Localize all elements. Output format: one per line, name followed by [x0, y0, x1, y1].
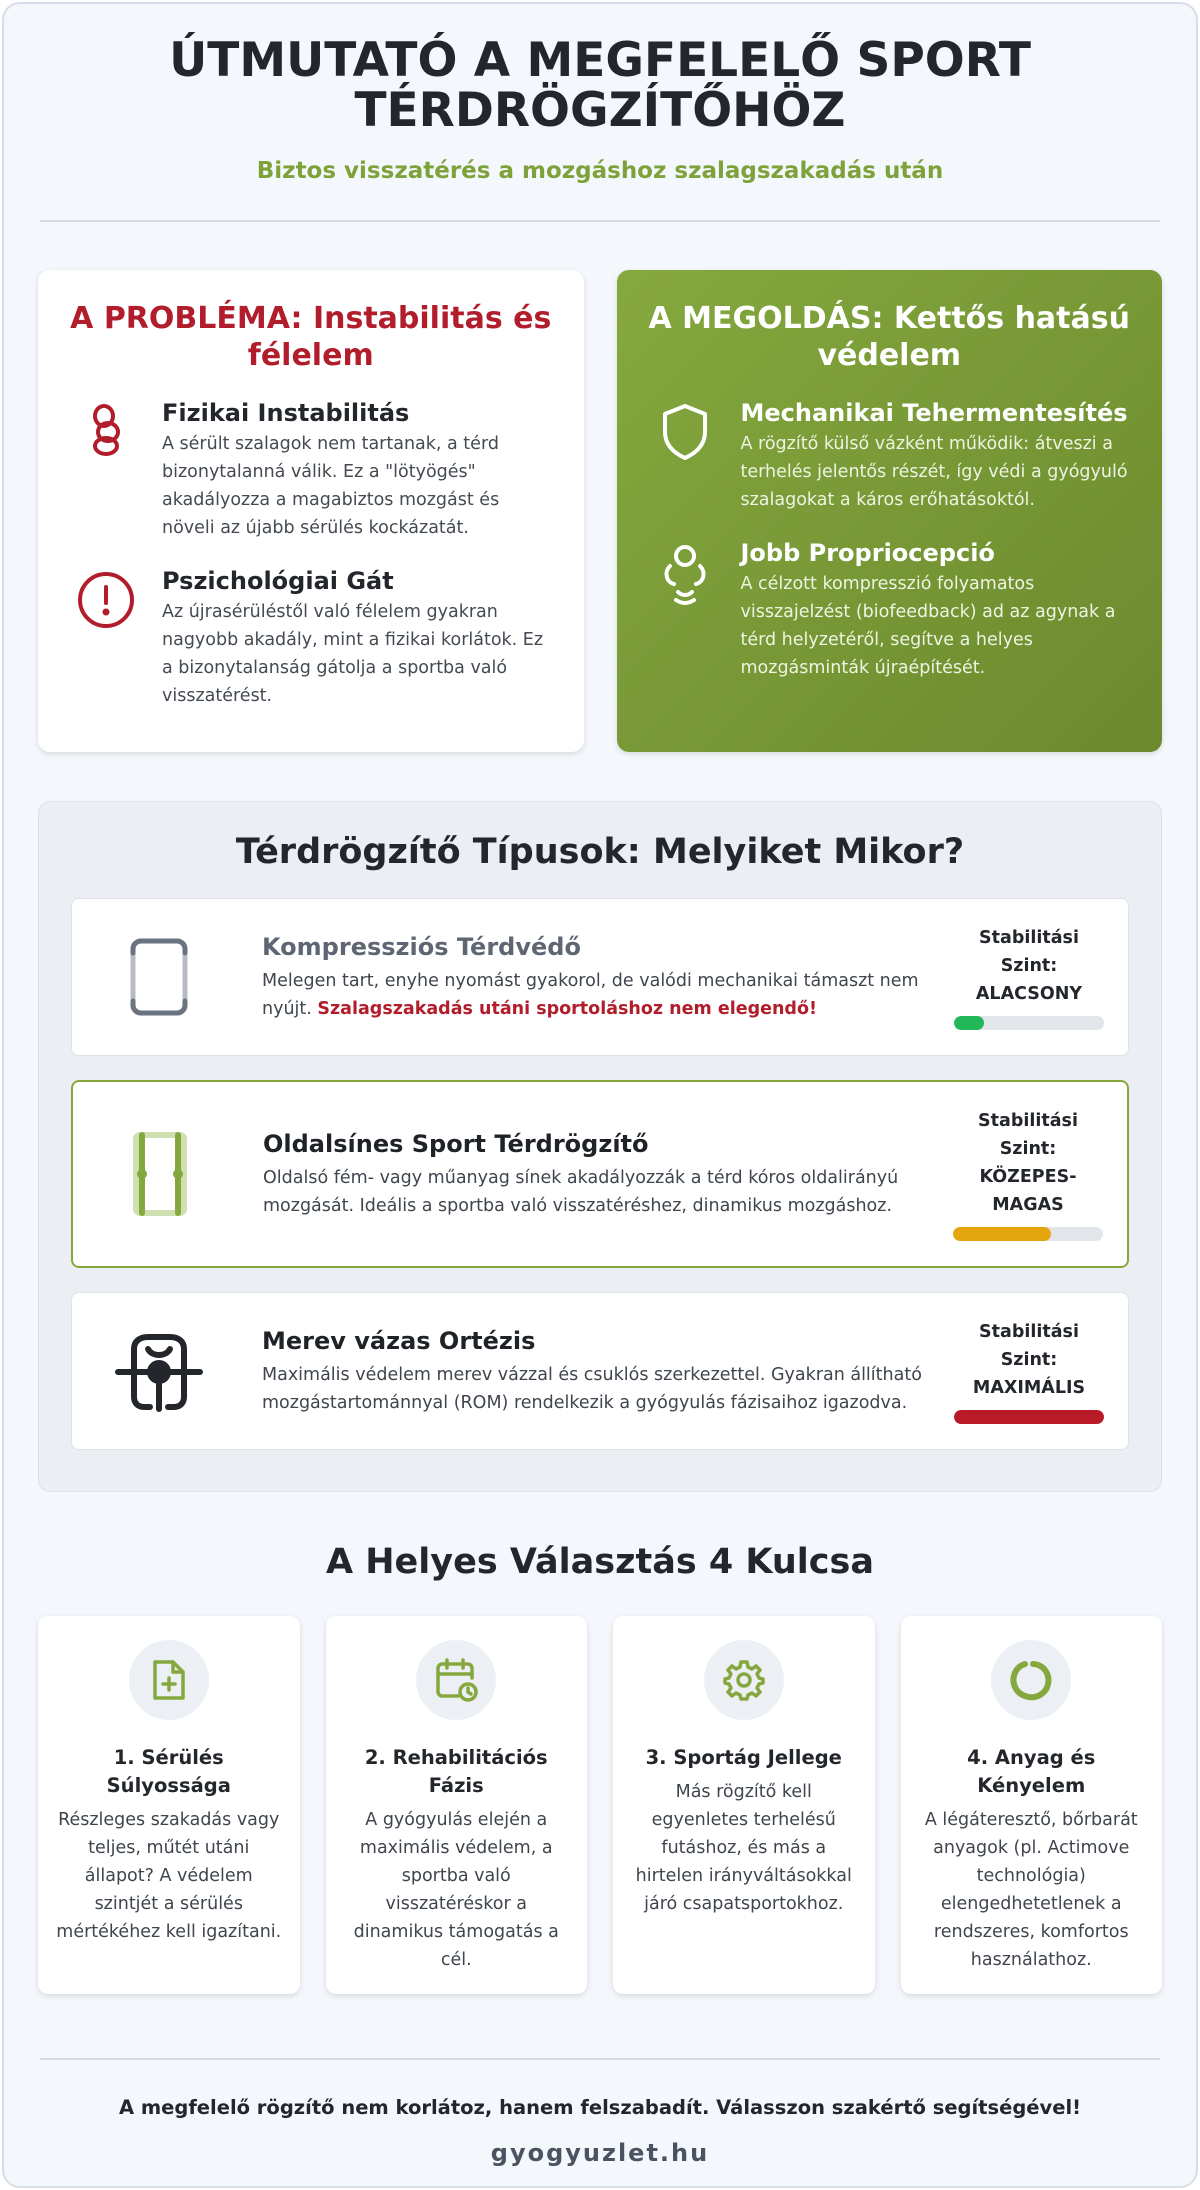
type-name: Kompressziós Térdvédő	[262, 933, 581, 961]
stability-bar-fill	[954, 1410, 1104, 1424]
gear-icon	[704, 1640, 784, 1720]
problem-item-text: A sérült szalagok nem tartanak, a térd bizonytalanná válik. Ez a "lötyögés" akadályozza a magabiztos mozgást és növeli az újabb sérülés kockázatát.	[162, 434, 500, 538]
stability-bar-fill	[953, 1227, 1051, 1241]
type-name: Oldalsínes Sport Térdrögzítő	[263, 1130, 649, 1158]
header-divider	[40, 220, 1160, 222]
key-text: A légáteresztő, bőrbarát anyagok (pl. Actimove technológia) elengedhetetlenek a rendszeres, komfortos használathoz.	[924, 1810, 1138, 1970]
footer-divider	[40, 2058, 1160, 2060]
brace-types-section	[38, 801, 1162, 1492]
calendar-clock-icon	[416, 1640, 496, 1720]
problem-item-title: Fizikai Instabilitás	[162, 399, 410, 427]
types-title: Térdrögzítő Típusok: Melyiket Mikor?	[235, 832, 965, 872]
footer-text: A megfelelő rögzítő nem korlátoz, hanem felszabadít. Válasszon szakértő segítségével!	[118, 2096, 1082, 2119]
file-plus-icon	[129, 1640, 209, 1720]
solution-item	[647, 398, 1133, 514]
key-title: 3. Sportág Jellege	[645, 1746, 842, 1769]
type-description	[262, 967, 934, 1023]
key-card	[38, 1616, 300, 1994]
problem-item	[68, 566, 554, 710]
stability-label: Stabilitási Szint:	[978, 1111, 1078, 1159]
page-subtitle: Biztos visszatérés a mozgáshoz szalagszakadás után	[256, 158, 944, 184]
person-feedback-icon	[653, 538, 717, 602]
type-card-compression	[71, 898, 1129, 1056]
circle-notch-icon	[991, 1640, 1071, 1720]
key-text: Más rögzítő kell egyenletes terhelésű futáshoz, és más a hirtelen irányváltásokkal járó csapatsportokhoz.	[635, 1782, 852, 1914]
type-desc-text: Melegen tart, enyhe nyomást gyakorol, de valódi mechanikai támaszt nem nyújt.	[262, 971, 919, 1019]
key-text: Részleges szakadás vagy teljes, műtét utáni állapot? A védelem szintjét a sérülés mértékéhez kell igazítani.	[56, 1810, 282, 1942]
problem-solution-row	[38, 270, 1162, 752]
footer-site: gyogyuzlet.hu	[490, 2139, 710, 2167]
infographic-page	[2, 2, 1198, 2188]
key-title: 1. Sérülés Súlyossága	[106, 1746, 231, 1797]
rigid-orthosis-icon	[114, 1326, 204, 1416]
stability-level	[954, 1318, 1104, 1424]
stability-bar	[953, 1227, 1103, 1241]
type-card-side-hinge	[71, 1080, 1129, 1268]
stability-bar	[954, 1016, 1104, 1030]
solution-item-title: Mechanikai Tehermentesítés	[740, 399, 1128, 427]
type-description: Oldalsó fém- vagy műanyag sínek akadályozzák a térd kóros oldalirányú mozgását. Ideális a sportba való visszatéréshez, dinamikus mozgáshoz.	[263, 1168, 899, 1216]
key-text: A gyógyulás elején a maximális védelem, a sportba való visszatéréskor a dinamikus támogatás a cél.	[353, 1810, 559, 1970]
shield-icon	[653, 398, 717, 462]
side-hinge-brace-icon	[115, 1129, 205, 1219]
key-title: 4. Anyag és Kényelem	[967, 1746, 1096, 1797]
type-name: Merev vázas Ortézis	[262, 1327, 536, 1355]
broken-chain-icon	[74, 398, 138, 462]
key-title: 2. Rehabilitációs Fázis	[364, 1746, 548, 1797]
stability-level	[954, 924, 1104, 1030]
problem-title: A PROBLÉMA: Instabilitás és félelem	[70, 301, 552, 373]
keys-row	[38, 1616, 1162, 1994]
solution-item	[647, 538, 1133, 682]
key-card	[326, 1616, 588, 1994]
solution-item-text: A rögzítő külső vázként működik: átveszi a terhelés jelentős részét, így védi a gyógyuló szalagokat a káros erőhatásoktól.	[740, 434, 1128, 510]
type-description: Maximális védelem merev vázzal és csuklós szerkezettel. Gyakran állítható mozgástartománnyal (ROM) rendelkezik a gyógyulás fázisaihoz igazodva.	[262, 1365, 922, 1413]
solution-card	[617, 270, 1163, 752]
stability-label: Stabilitási Szint:	[979, 928, 1079, 976]
solution-item-text: A célzott kompresszió folyamatos visszajelzést (biofeedback) ad az agynak a térd helyzetéről, segítve a helyes mozgásminták újraépítését.	[740, 574, 1116, 678]
type-card-rigid	[71, 1292, 1129, 1450]
header	[4, 4, 1196, 184]
page-title: ÚTMUTATÓ A MEGFELELŐ SPORT TÉRDRÖGZÍTŐHÖZ	[169, 33, 1031, 138]
stability-label: Stabilitási Szint:	[979, 1322, 1079, 1370]
key-card	[901, 1616, 1163, 1994]
solution-title: A MEGOLDÁS: Kettős hatású védelem	[648, 301, 1130, 373]
sleeve-icon	[114, 932, 204, 1022]
stability-bar	[954, 1410, 1104, 1424]
keys-title: A Helyes Választás 4 Kulcsa	[325, 1542, 874, 1582]
solution-item-title: Jobb Propriocepció	[740, 539, 995, 567]
problem-item-title: Pszichológiai Gát	[162, 567, 394, 595]
stability-value: KÖZEPES-MAGAS	[979, 1167, 1077, 1215]
problem-item-text: Az újrasérüléstől való félelem gyakran nagyobb akadály, mint a fizikai korlátok. Ez a bizonytalanság gátolja a sportba való visszatérést.	[162, 602, 544, 706]
problem-card	[38, 270, 584, 752]
stability-value: MAXIMÁLIS	[972, 1378, 1086, 1398]
key-card	[613, 1616, 875, 1994]
stability-value: ALACSONY	[975, 984, 1083, 1004]
stability-level	[953, 1107, 1103, 1241]
problem-item	[68, 398, 554, 542]
stability-bar-fill	[954, 1016, 984, 1030]
type-warning: Szalagszakadás utáni sportoláshoz nem elegendő!	[317, 999, 817, 1019]
alert-circle-icon	[74, 566, 138, 630]
